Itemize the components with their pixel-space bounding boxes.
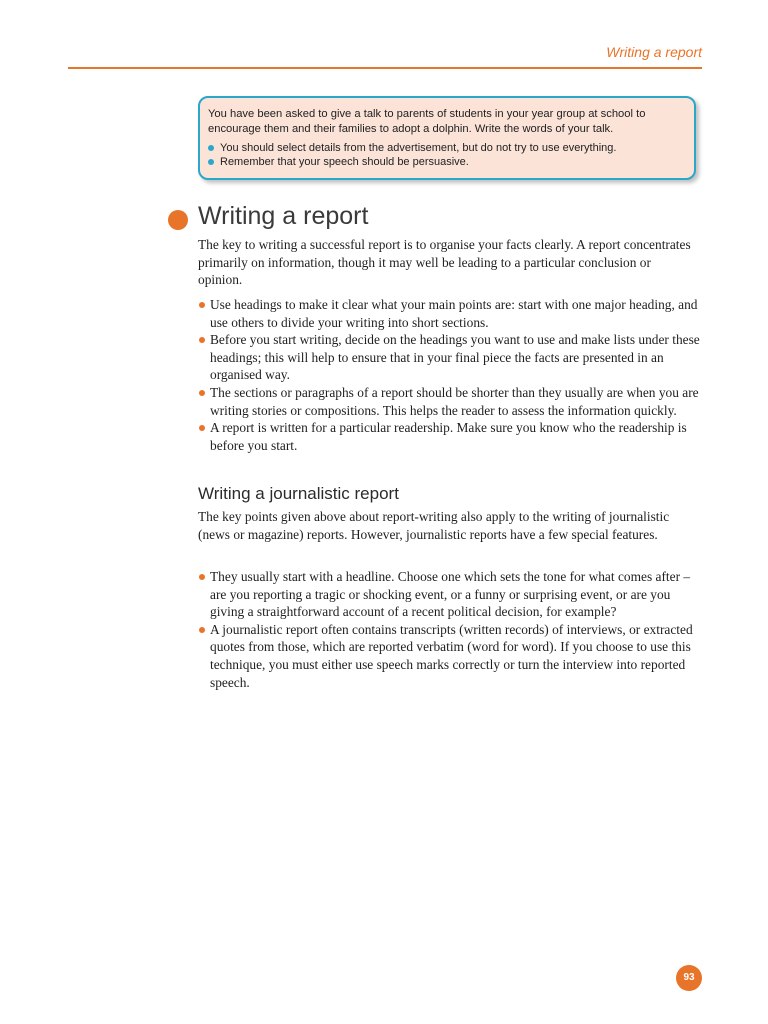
- task-bullet: [208, 155, 684, 169]
- list-item-text: A report is written for a particular readership. Make sure you know who the readership is before you start.: [210, 420, 687, 453]
- task-intro: You have been asked to give a talk to parents of students in your year group at school to encourage them and their families to adopt a dolphin. Write the words of your talk.: [208, 108, 646, 135]
- section-intro: The key to writing a successful report is to organise your facts clearly. A report concentrates primarily on information, though it may well be leading to a particular conclusion or opinion.: [198, 237, 691, 288]
- section-bullet-icon: [168, 210, 188, 230]
- section-title: Writing a report: [198, 202, 369, 230]
- subsection-title: Writing a journalistic report: [198, 484, 399, 503]
- report-bullet-list: [198, 296, 702, 454]
- list-item-text: The sections or paragraphs of a report should be shorter than they usually are when you are writing stories or compositions. This helps the reader to assess the information quickly.: [210, 384, 699, 418]
- bullet-dot-icon: [208, 159, 214, 165]
- page-number: 93: [676, 965, 702, 991]
- bullet-dot-icon: [199, 302, 205, 308]
- task-box: [198, 96, 696, 180]
- list-item: [198, 331, 702, 384]
- bullet-dot-icon: [199, 390, 205, 396]
- list-item-text: Use headings to make it clear what your main points are: start with one major heading, and use others to divide your writing into short sections.: [210, 297, 698, 330]
- list-item: [198, 419, 702, 454]
- task-bullet-list: [208, 141, 684, 169]
- bullet-dot-icon: [208, 145, 214, 151]
- bullet-dot-icon: [199, 627, 205, 633]
- running-head: Writing a report: [606, 44, 702, 60]
- task-bullet-text: Remember that your speech should be persuasive.: [220, 156, 469, 168]
- bullet-dot-icon: [199, 337, 205, 343]
- list-item: [198, 296, 702, 331]
- header-rule: [68, 67, 702, 69]
- list-item-text: Before you start writing, decide on the headings you want to use and make lists under these headings; this will help to ensure that in your final piece the facts are presented in an organised way.: [210, 332, 700, 383]
- list-item-text: A journalistic report often contains transcripts (written records) of interviews, or extracted quotes from those, which are reported verbatim (word for word). If you choose to use this technique, you must either use speech marks correctly or turn the interview into reported speech.: [210, 621, 693, 690]
- subsection-intro: The key points given above about report-writing also apply to the writing of journalistic (news or magazine) reports. However, journalistic reports have a few special features.: [198, 509, 670, 542]
- bullet-dot-icon: [199, 425, 205, 431]
- task-bullet-text: You should select details from the advertisement, but do not try to use everything.: [220, 142, 617, 154]
- list-item: [198, 568, 702, 621]
- list-item-text: They usually start with a headline. Choose one which sets the tone for what comes after – are you reporting a tragic or shocking event, or a funny or surprising event, or are you giving a straightforward account of a recent political decision, for example?: [210, 569, 691, 620]
- task-bullet: [208, 141, 684, 155]
- bullet-dot-icon: [199, 574, 205, 580]
- list-item: [198, 621, 702, 691]
- journalistic-bullet-list: [198, 568, 702, 691]
- list-item: [198, 384, 702, 419]
